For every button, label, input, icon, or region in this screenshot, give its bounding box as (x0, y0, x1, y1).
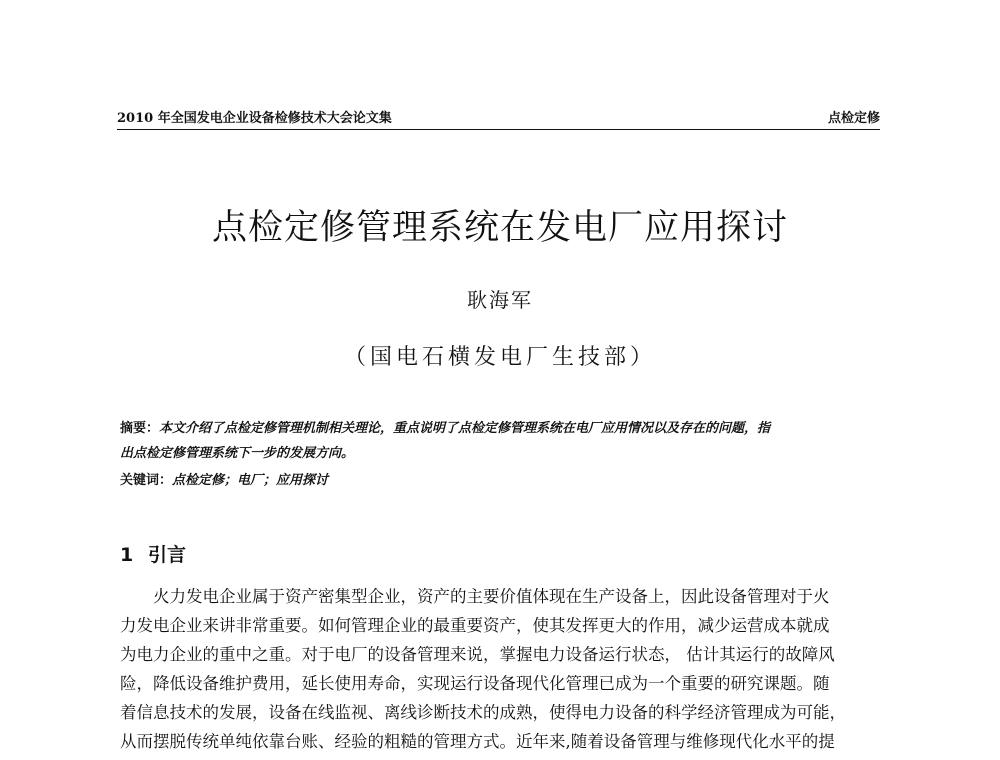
abstract-label: 摘要： (120, 421, 160, 436)
section-heading (120, 540, 186, 567)
running-header (117, 103, 880, 130)
keywords (120, 468, 882, 493)
paragraph-line: 从而摆脱传统单纯依靠台账、经验的粗糙的管理方式。近年来,随着设备管理与维修现代化水平的提 (120, 732, 835, 751)
section-title: 引言 (148, 544, 187, 566)
body-paragraph (120, 582, 882, 756)
paragraph-line: 火力发电企业属于资产密集型企业，资产的主要价值体现在生产设备上，因此设备管理对于火 (153, 587, 830, 606)
paragraph-line: 力发电企业来讲非常重要。如何管理企业的最重要资产，使其发挥更大的作用，减少运营成本就成 (120, 616, 830, 635)
author-name: 耿海军 (467, 288, 533, 312)
paragraph-line: 着信息技术的发展，设备在线监视、离线诊断技术的成熟，使得电力设备的科学经济管理成为可能， (120, 703, 846, 722)
paper-title: 点检定修管理系统在发电厂应用探讨 (211, 208, 788, 248)
section-number: 1 (120, 544, 134, 566)
header-section-name: 点检定修 (827, 111, 880, 126)
paragraph-line: 为电力企业的重中之重。对于电厂的设备管理来说，掌握电力设备运行状态， 估计其运行的故障风 (120, 645, 835, 664)
author-affiliation: （国电石横发电厂生技部） (343, 345, 656, 370)
abstract-line-2 (120, 441, 882, 466)
paragraph-line: 险，降低设备维护费用，延长使用寿命，实现运行设备现代化管理已成为一个重要的研究课题。随 (120, 674, 830, 693)
abstract (120, 416, 882, 466)
header-proceedings-title: 2010 年全国发电企业设备检修技术大会论文集 (117, 111, 392, 126)
abstract-text-line-1: 本文介绍了点检定修管理机制相关理论，重点说明了点检定修管理系统在电厂应用情况以及存在的问题，指 (159, 421, 771, 436)
keywords-label: 关键词： (120, 473, 173, 488)
abstract-line-1 (120, 416, 882, 441)
abstract-text-line-2: 出点检定修管理系统下一步的发展方向。 (120, 446, 355, 461)
keywords-text: 点检定修；电厂；应用探讨 (172, 473, 329, 488)
